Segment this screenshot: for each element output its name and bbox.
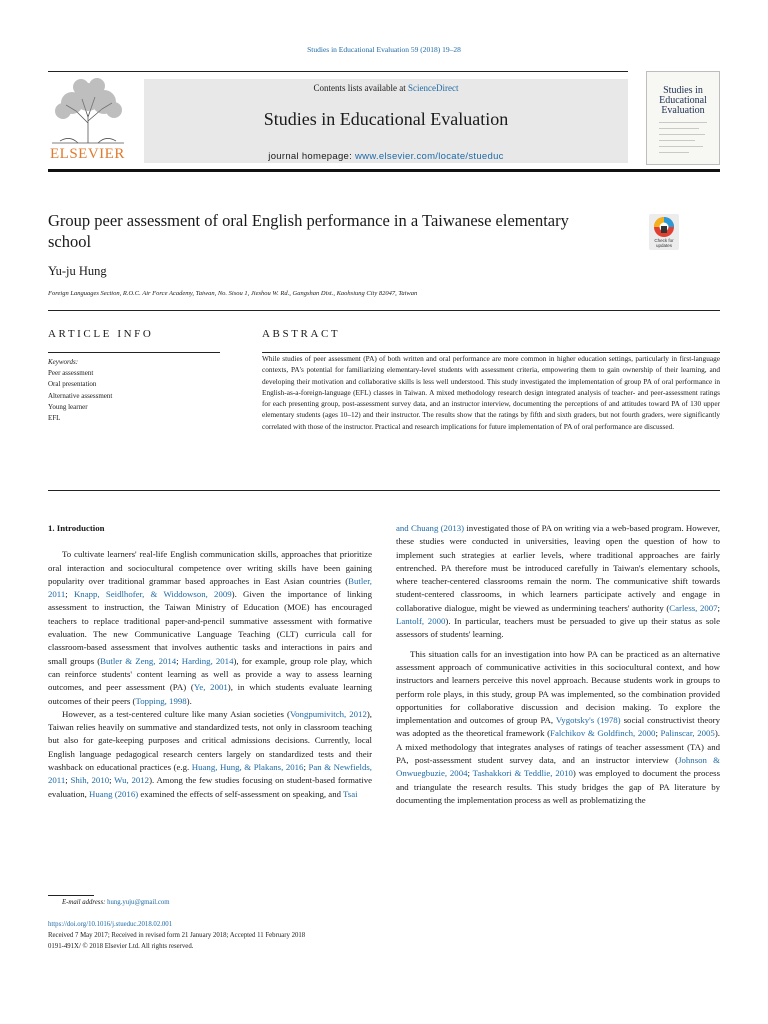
keyword-item: EFL [48, 414, 61, 423]
text-run: investigated those of PA on writing via a web-based program. However, these studies were conducted in universities, leaving open the question of how to implement such strategies at earlier levels, where traditional approaches are fairly entrenched. PA therefore must be introduced carefully in Taiwan's elementary schools, where teacher-centered classrooms remain the norm. The communicative shift towards student-centered classrooms, in which learners participate actively and engage in collaborative dialogue, might be viewed as undermining teachers' authority ( [396, 523, 721, 613]
journal-citation-link[interactable]: Studies in Educational Evaluation 59 (2018) 19–28 [307, 45, 461, 54]
abstract-text: While studies of peer assessment (PA) of both written and oral performance are more common in higher education settings, particularly in first-language contexts, PA's potential for familiarizing elementary-level students with assessment criteria, empowering them to gain ownership of their learning, and developing their motivation and collaborative skills is less well understood. This study investigated the implementation of group PA of oral performance in English-as-a-foreign-language (EFL) classes in Taiwan. A mixed methodology research design integrated analysis of teacher- and peer-assessment ratings for each presenting group, post-assessment survey data, and an instructor interview, documenting the perceptions of and attitudes toward PA of 130 upper elementary students (ages 10–12) and their instructor. The results show that the ratings by fifth and sixth graders, but not fourth graders, were significantly correlated with those of the instructor. Practical and research implications for future implementation of PA of oral performance are discussed. [262, 354, 720, 431]
keyword-item: Oral presentation [48, 380, 97, 389]
citation-link[interactable]: Tsai [343, 788, 358, 799]
text-run: ; [303, 762, 309, 773]
citation-link[interactable]: Harding, 2014 [181, 655, 234, 666]
citation-link[interactable]: Johnson & Onwuegbuzie, 2004 [396, 755, 720, 779]
title-block-rule [48, 310, 720, 311]
sciencedirect-link[interactable]: ScienceDirect [408, 83, 459, 93]
elsevier-wordmark: ELSEVIER [50, 146, 125, 162]
cover-title: Studies in Educational Evaluation [659, 85, 707, 116]
body-paragraph [396, 522, 720, 642]
email-link[interactable]: hung.yuju@gmail.com [107, 899, 170, 906]
body-paragraph [48, 548, 372, 708]
citation-link[interactable]: and Chuang (2013) [396, 523, 465, 533]
doi-link[interactable]: https://doi.org/10.1016/j.stueduc.2018.02.001 [48, 921, 173, 928]
text-run: ), in which students evaluate learning outcomes of their peers ( [48, 682, 372, 706]
contents-availability [144, 83, 628, 93]
text-run: ). Among the few studies focusing on student-based formative evaluation, [48, 775, 373, 799]
elsevier-tree-icon [48, 75, 128, 145]
text-run: ). In particular, teachers must be persuaded to give up their status as sole assessors of students' learning. [396, 616, 721, 640]
text-run: social constructivist theory was adopted as the theoretical framework ( [396, 715, 720, 739]
footnote-email [62, 899, 170, 906]
citation-link[interactable]: Tashakkori & Teddlie, 2010 [472, 768, 573, 779]
citation-link[interactable]: Vongpumivitch, 2012 [289, 708, 367, 719]
citation-link[interactable]: Knapp, Seidlhofer, & Widdowson, 2009 [73, 589, 232, 600]
citation-link[interactable]: Shih, 2010 [70, 775, 110, 786]
text-run: However, as a test-centered culture like many Asian societies ( [62, 708, 290, 719]
text-run: ; [65, 775, 71, 786]
keyword-item: Alternative assessment [48, 391, 113, 400]
contents-prefix: Contents lists available at [313, 83, 408, 93]
text-run: This situation calls for an investigation into how PA can be practiced as an alternative assessment approach of communicative activities in this sociocultural context, and how instructors and learners perceive this novel approach. Because students work in groups to perform role plays, in this study, group PA was implemented, so the combination provided opportunities for collaborative discussion and decision making. To explore the implementation and outcomes of group PA, [396, 648, 720, 726]
keyword-item: Peer assessment [48, 369, 94, 378]
text-run: ; [655, 728, 661, 739]
journal-cover-thumbnail[interactable] [646, 71, 720, 165]
body-paragraph [48, 708, 372, 801]
received-dates: Received 7 May 2017; Received in revised form 21 January 2018; Accepted 11 February 2018 [48, 932, 306, 939]
citation-link[interactable]: Topping, 1998 [135, 695, 187, 706]
copyright-line: 0191-491X/ © 2018 Elsevier Ltd. All rights reserved. [48, 943, 194, 950]
text-run: ). A mixed methodology that integrates analyses of ratings of teacher assessment (TA) and PA, post-assessment student survey data, and an instructor interview ( [396, 728, 720, 766]
text-run: ; [717, 602, 720, 613]
text-run: To cultivate learners' real-life English communication skills, approaches that prioritize oral interaction and sociocultural competence over writing skills have been gaining popularity over traditional grammar based approaches in East Asian countries ( [48, 549, 372, 586]
journal-masthead [48, 71, 720, 168]
abstract-heading: ABSTRACT [262, 328, 341, 340]
keywords-list [48, 357, 220, 424]
homepage-link[interactable]: www.elsevier.com/locate/stueduc [355, 151, 504, 162]
body-right-column [396, 522, 720, 807]
citation-link[interactable]: Ye, 2001 [193, 682, 228, 693]
elsevier-logo[interactable] [48, 75, 128, 167]
article-info-heading: ARTICLE INFO [48, 328, 154, 340]
author-affiliation: Foreign Languages Section, R.O.C. Air Force Academy, Taiwan, No. Sisou 1, Jieshou W. Rd., Gangshan Dist., Kaohsiung City 82047, Taiwan [48, 290, 418, 297]
abstract-bottom-rule [48, 490, 720, 491]
body-left-column [48, 522, 372, 801]
citation-link[interactable]: Carless, 2007 [669, 602, 718, 613]
citation-link[interactable]: Butler & Zeng, 2014 [100, 655, 177, 666]
check-for-updates-button[interactable] [645, 213, 683, 251]
journal-info-box [144, 79, 628, 163]
article-title: Group peer assessment of oral English performance in a Taiwanese elementary school [48, 211, 569, 251]
footnote-rule [48, 895, 94, 896]
text-run: ), Taiwan relies heavily on summative and standardized tests, not only in classroom teaching but also for gate-keeping purposes and critical admissions decisions. Currently, local English language pedagogical research centers largely on standardized tests and their washback on educational practices (e.g. [48, 708, 372, 773]
journal-title: Studies in Educational Evaluation [263, 109, 509, 129]
email-label: E-mail address: [62, 899, 108, 906]
citation-link[interactable]: Lantolf, 2000 [396, 616, 446, 627]
text-run: ; [467, 768, 473, 779]
masthead-bottom-rule [48, 169, 720, 172]
text-run: ; [65, 589, 74, 600]
text-run: examined the effects of self-assessment on speaking, and [138, 788, 344, 799]
citation-link[interactable]: Butler, 2011 [48, 575, 372, 600]
text-run: ; [109, 775, 115, 786]
text-run: ). [186, 695, 192, 706]
crossmark-label: Check for updates [654, 238, 674, 248]
text-run: ). Given the importance of linking assessment to instruction, the Taiwan Ministry of Education (MOE) has encouraged teachers to replace traditional paper-and-pencil summative assessment with formative evaluation. The new Communicative Language Teaching (CLT) curricula call for classroom-based assessment that involves authentic tasks and interactions in pairs and small groups ( [48, 589, 372, 666]
article-info-rule [48, 352, 220, 353]
masthead-top-rule [48, 71, 628, 72]
body-paragraph [396, 648, 720, 808]
keywords-label: Keywords: [48, 358, 79, 366]
text-run: ), for example, group role play, which can reinforce students' content learning as well as provide a way to assess learning outcomes, and peer assessment (PA) ( [48, 655, 372, 693]
homepage-prefix: journal homepage: [268, 151, 356, 162]
journal-homepage [144, 151, 628, 162]
keyword-item: Young learner [48, 402, 88, 411]
citation-link[interactable]: Pan & Newfields, 2011 [48, 762, 372, 786]
citation-link[interactable]: Palinscar, 2005 [660, 728, 715, 739]
citation-link[interactable]: Vygotsky's (1978) [555, 715, 621, 726]
author-name[interactable]: Yu-ju Hung [48, 264, 107, 278]
section-heading-introduction: 1. Introduction [48, 523, 105, 533]
text-run: ; [176, 655, 182, 666]
citation-link[interactable]: Huang, Hung, & Plakans, 2016 [191, 762, 304, 773]
citation-link[interactable]: Falchikov & Goldfinch, 2000 [550, 728, 656, 739]
citation-link[interactable]: Huang (2016) [89, 788, 139, 799]
text-run: ) was employed to document the process and triangulate the research results. This study bridges the gap of PA literature by documenting the implementation process as well as problematizing the [396, 768, 721, 805]
citation-link[interactable]: Wu, 2012 [114, 775, 150, 786]
